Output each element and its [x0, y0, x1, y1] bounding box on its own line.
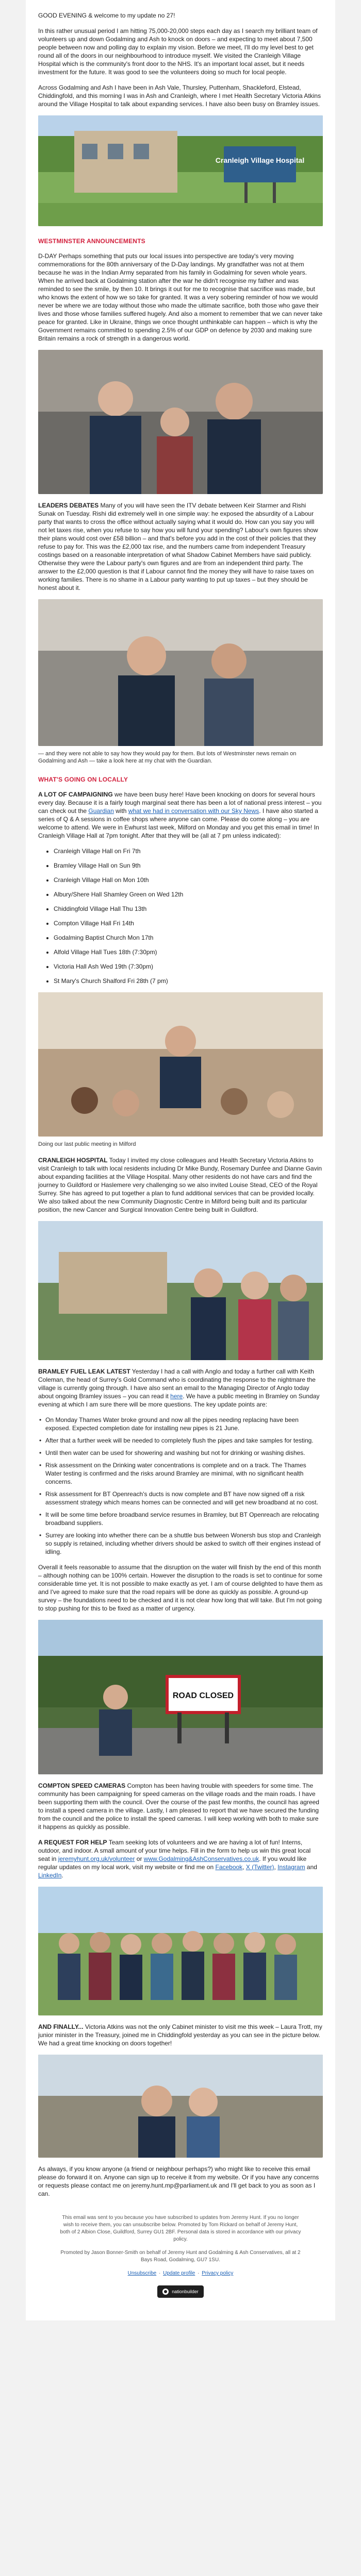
lead-compton: COMPTON SPEED CAMERAS	[38, 1782, 126, 1789]
email-body	[26, 0, 335, 2320]
debate-caption: — and they were not able to say how they would pay for them. But lots of Westminster news remain on Godalming and Ash — take a look here at my chat with the Guardian.	[38, 751, 297, 764]
photo-volunteers-illustration	[38, 1887, 323, 2015]
lead-bramley: BRAMLEY FUEL LEAK LATEST	[38, 1368, 130, 1375]
help-text: ,	[242, 1863, 246, 1871]
unsubscribe-link[interactable]: Unsubscribe	[127, 2270, 157, 2276]
greeting: GOOD EVENING & welcome to my update no 27!	[38, 12, 175, 19]
photo-leaders	[38, 350, 323, 494]
update-profile-link[interactable]: Update profile	[163, 2270, 195, 2276]
lead-hospital: CRANLEIGH HOSPITAL	[38, 1157, 108, 1164]
disruption-paragraph: Overall it feels reasonable to assume that the disruption on the water will finish by the end of this month – although nothing can be 100% certain. However the disruption to the roads is set to continue for some considerable time yet. It is not possible to make exactly as yet. I am of course delighted to have them as and I've agreed to make sure that the road repairs will be done as quickly as possible. A ground-up survey – the foundations need to be checked and it is not clear how long that will take. But I'm not going to stop pushing for this to be fixed as a matter of urgency.	[38, 1564, 323, 1612]
help-text: Team seeking lots of volunteers and we are having a lot of fun! Interns, outdoor, and indoor. A small amount of your time helps. Fill in the form to help us win this great local seat in	[38, 1839, 311, 1862]
list-item: • Until then water can be used for showering and washing but not for drinking or washing dishes.	[38, 1449, 323, 1457]
lead-campaigning: A LOT OF CAMPAIGNING	[38, 791, 113, 798]
privacy-policy-link[interactable]: Privacy policy	[202, 2270, 234, 2276]
footer-disclaimer: This email was sent to you because you have subscribed to updates from Jeremy Hunt. If you no longer wish to receive them, you can unsubscribe below. Promoted by Tom Rickard on behalf of Jeremy Hunt, both of 2 Albion Close, Guildford, Surrey GU1 2BF. Personal data is stored in accordance with our privacy policy.	[60, 2215, 301, 2242]
compton-text: Compton has been having trouble with speeders for some time. The community has been campaigning for speed cameras on the village roads and the main roads. I have been supporting them with the council. Over the course of the past few months, the council has agreed to install a speed camera in the village. Lastly, I am pleased to report that we have secured the funding from the council and the police to install the speed cameras. I will keep working with both to make sure it happens as quickly as possible.	[38, 1782, 319, 1831]
events-list	[46, 847, 323, 985]
list-item: • Alfold Village Hall Tues 18th (7:30pm)	[54, 948, 323, 956]
list-item: • After that a further week will be needed to completely flush the pipes and take samples for testing.	[38, 1436, 323, 1445]
photo-debate	[38, 599, 323, 746]
list-item: • Bramley Village Hall on Sun 9th	[54, 861, 323, 870]
meeting-caption: Doing our last public meeting in Milford	[38, 1141, 136, 1147]
list-item: • Godalming Baptist Church Mon 17th	[54, 934, 323, 942]
bramley-text: Yesterday I had a call with Anglo and today a further call with Keith Coleman, the head of Surrey's Gold Command who is coordinating the response to the nightmare the village is currently going through. I have also sent an email to the Managing Director of Anglo today about ongoing Bramley issues – you can read it	[38, 1368, 316, 1400]
list-item: • St Mary's Church Shalford Fri 28th (7 pm)	[54, 977, 323, 985]
association-link[interactable]: www.Godalming&AshConservatives.co.uk	[143, 1855, 259, 1862]
nationbuilder-badge[interactable]	[157, 2285, 204, 2298]
linkedin-link[interactable]: LinkedIn	[38, 1872, 62, 1879]
intro-paragraph: Across Godalming and Ash I have been in Ash Vale, Thursley, Puttenham, Shackleford, Elstead, Chiddingfold, and this morning I was in Ash and Cranleigh, where I met Health Secretary Victoria Atkins around the Village Hospital to talk about expanding services. I have also been busy on Bramley issues.	[38, 84, 321, 108]
photo-hospital-visit	[38, 1221, 323, 1360]
list-item: • Surrey are looking into whether there can be a shuttle bus between Wonersh bus stop and Cranleigh so supply is retained, including whether drivers should be asked to switch off their engines instead of idling.	[38, 1531, 323, 1556]
photo-minister-illustration	[38, 2055, 323, 2158]
closing-paragraph: As always, if you know anyone (a friend or neighbour perhaps?) who might like to receive this email please do forward it on. Anyone can sign up to receive it from my website. Or if you have any concerns or requests please contact me on jeremy.hunt.mp@parliament.uk and I'll get back to you as soon as I can.	[38, 2165, 319, 2197]
skynews-link[interactable]: what we had in conversation with our Sky News	[128, 807, 259, 815]
campaigning-text: with	[113, 807, 128, 815]
list-item: • Compton Village Hall Fri 14th	[54, 919, 323, 927]
photo-hospital-illustration	[38, 115, 323, 226]
lead-leaders: LEADERS DEBATES	[38, 502, 99, 509]
section-heading-local: WHAT'S GOING ON LOCALLY	[38, 776, 128, 783]
help-text: .	[61, 1872, 63, 1879]
bramley-text: . We have a public meeting in Bramley on Sunday evening at which I am sure there will be more questions. The key update points are:	[38, 1393, 320, 1408]
list-item: • Albury/Shere Hall Shamley Green on Wed 12th	[54, 890, 323, 899]
badge-label: nationbuilder	[172, 2289, 199, 2294]
list-item: • Risk assessment for BT Openreach's ducts is now complete and BT have now signed off a risk assessment strategy which means homes can be connected and will get new broadband at no cost.	[38, 1490, 323, 1506]
lead-help: A REQUEST FOR HELP	[38, 1839, 107, 1846]
list-item: • Victoria Hall Ash Wed 19th (7:30pm)	[54, 962, 323, 971]
intro-paragraph: In this rather unusual period I am hitting 75,000-20,000 steps each day as I search my brilliant team of volunteers up and down Godalming and Ash to knock on doors – and expecting to meet about 7,500 people between now and polling day to explain my vision. Before we meet, I'll do my level best to get round all of the doors in our neighbourhood to introduce myself. We visited the Cranleigh Village Hospital which is the community's front door to the NHS. It's an important local asset, but it needs investment for the future. It was good to see the volunteers doing so much for local people.	[38, 27, 318, 76]
facebook-link[interactable]: Facebook	[215, 1863, 243, 1871]
section-heading-westminster: WESTMINSTER ANNOUNCEMENTS	[38, 238, 145, 245]
guardian-link[interactable]: Guardian	[88, 807, 114, 815]
finally-paragraph	[38, 2023, 323, 2047]
finally-text: Victoria Atkins was not the only Cabinet minister to visit me this week – Laura Trott, my junior minister in the Treasury, joined me in Chiddingfold yesterday as you can see in the picture below. We had a great time knocking on doors together!	[38, 2023, 322, 2047]
list-item: • On Monday Thames Water broke ground and now all the pipes needing replacing have been exposed. Expected completion date for installing new pipes is 21 June.	[38, 1416, 323, 1432]
help-text: or	[135, 1855, 144, 1862]
badge-row	[38, 2285, 323, 2298]
photo-treasury-minister	[38, 2055, 323, 2158]
hospital-sign-text: Cranleigh Village Hospital	[215, 156, 305, 164]
list-item: • Risk assessment on the Drinking water concentrations is complete and on a track. The Thames Water testing is confirmed and the risks around Bramley are minimal, with no significant health concerns.	[38, 1461, 323, 1486]
photo-cranleigh-hospital	[38, 115, 323, 226]
road-closed-sign-text: ROAD CLOSED	[172, 1691, 234, 1700]
campaigning-text: we have been busy here! Have been knocking on doors for several hours every day. Because it is a fairly tough marginal seat there has been a lot of national press interest – you can check out the	[38, 791, 322, 815]
photo-road-illustration	[38, 1620, 323, 1774]
hospital-text: Today I invited my close colleagues and Health Secretary Victoria Atkins to visit Cranleigh to talk with local residents including Dr Mike Bundy, Rosemary Dunfee and Dianne Gavin about expanding facilities at the Village Hospital. Many other residents do not have cars and find the journey to Guildford or Haslemere very challenging so we also invited Louise Stead, CEO of the Royal Surrey. She has agreed to put together a plan to fund additional services that can be provided locally. We also talked about the new Community Diagnostic Centre in Milford being built and its particular position, the new Cancer and Surgical Innovation Centre being built in Guildford.	[38, 1157, 322, 1213]
bramley-email-link[interactable]: here	[170, 1393, 183, 1400]
footer-links: Unsubscribe · Update profile · Privacy policy	[127, 2270, 234, 2276]
photo-road-closed	[38, 1620, 323, 1774]
twitter-link[interactable]: X (Twitter)	[245, 1863, 274, 1871]
compton-paragraph	[38, 1782, 323, 1831]
hospital-paragraph	[38, 1156, 323, 1214]
list-item: • Cranleigh Village Hall on Fri 7th	[54, 847, 323, 855]
bramley-paragraph	[38, 1367, 323, 1409]
photo-meeting-illustration	[38, 992, 323, 1137]
help-text: ,	[274, 1863, 278, 1871]
photo-visit-illustration	[38, 1221, 323, 1360]
bramley-bullets	[38, 1416, 323, 1556]
volunteer-link[interactable]: jeremyhunt.org.uk/volunteer	[58, 1855, 135, 1862]
nationbuilder-logo-icon	[162, 2289, 169, 2295]
list-item: • Chiddingfold Village Hall Thu 13th	[54, 905, 323, 913]
footer-promoted-by: Promoted by Jason Bonner-Smith on behalf of Jeremy Hunt and Godalming & Ash Conservatives, all at 2 Bays Road, Godalming, GU7 1SU.	[60, 2250, 301, 2263]
photo-public-meeting	[38, 992, 323, 1137]
list-item: • It will be some time before broadband service resumes in Bramley, but BT Openreach are relocating broadband suppliers.	[38, 1511, 323, 1527]
photo-volunteers	[38, 1887, 323, 2015]
leaders-paragraph	[38, 501, 323, 592]
photo-leaders-illustration	[38, 350, 323, 494]
instagram-link[interactable]: Instagram	[277, 1863, 305, 1871]
lead-finally: AND FINALLY...	[38, 2023, 84, 2030]
list-item: • Cranleigh Village Hall on Mon 10th	[54, 876, 323, 884]
help-paragraph	[38, 1838, 323, 1879]
leaders-text: Many of you will have seen the ITV debate between Keir Starmer and Rishi Sunak on Tuesday. Rishi did extremely well in one simple way: he exposed the absurdity of a Labour party that wants to cross the office without actually saying what it would do. How can you say you will not let taxes rise, when you refuse to say how you will fund your spending? Labour's own figures show their plans would cost over £58 billion – and that's before you add in the cost of their policies that they refuse to pay for. This was the £2,000 tax rise, and the numbers came from independent Treasury costings based on a reasonable interpretation of what Shadow Cabinet Members have said publicly. Otherwise they were the Labour party's own figures and are from an independent third party. The answer to the £2,000 question is that if Labour cannot find the money they will have to raise taxes on working families. There is no shame in a Labour party wanting to put up taxes – but they should be honest about it.	[38, 502, 318, 591]
help-text: . If you would like regular updates on my local work, visit my website or find me on	[38, 1855, 307, 1871]
help-text: and	[305, 1863, 317, 1871]
campaigning-paragraph	[38, 790, 323, 840]
campaigning-text: . I have also started a series of Q & A sessions in coffee shops where anyone can come. Please do come along – you are welcome to attend. We were in Ewhurst last week, Milford on Monday and you get this email in time! In Cranleigh Village Hall at 7pm tonight. After that they will be (all at 7 pm unless indicated):	[38, 807, 319, 839]
dday-paragraph: D-DAY Perhaps something that puts our local issues into perspective are today's very moving commemorations for the 80th anniversary of the D-Day landings. My grandfather was not at them because he was in the Indian Army separated from his family in Godalming for seven whole years. When he arrived back at Godalming station after the war he didn't recognise my father and was reminded to see the smile, by then 10. It brings it out for me to recognise that sacrifice was made, but who knows the extent of how we so take for granted. It was a very sobering reminder of how we would never be where we are today without those who made the ultimate sacrifice, both those who gave their lives and those whose families suffered hugely. And also a moment to remember that we can never take peace for granted. Like in Ukraine, things we once thought unthinkable can happen – which is why the Government remains committed to spending 2.5% of our GDP on defence by 2030 and making sure Britain remains a rock of strength in a dangerous world.	[38, 252, 323, 342]
photo-debate-illustration	[38, 599, 323, 746]
footer	[38, 2205, 323, 2277]
